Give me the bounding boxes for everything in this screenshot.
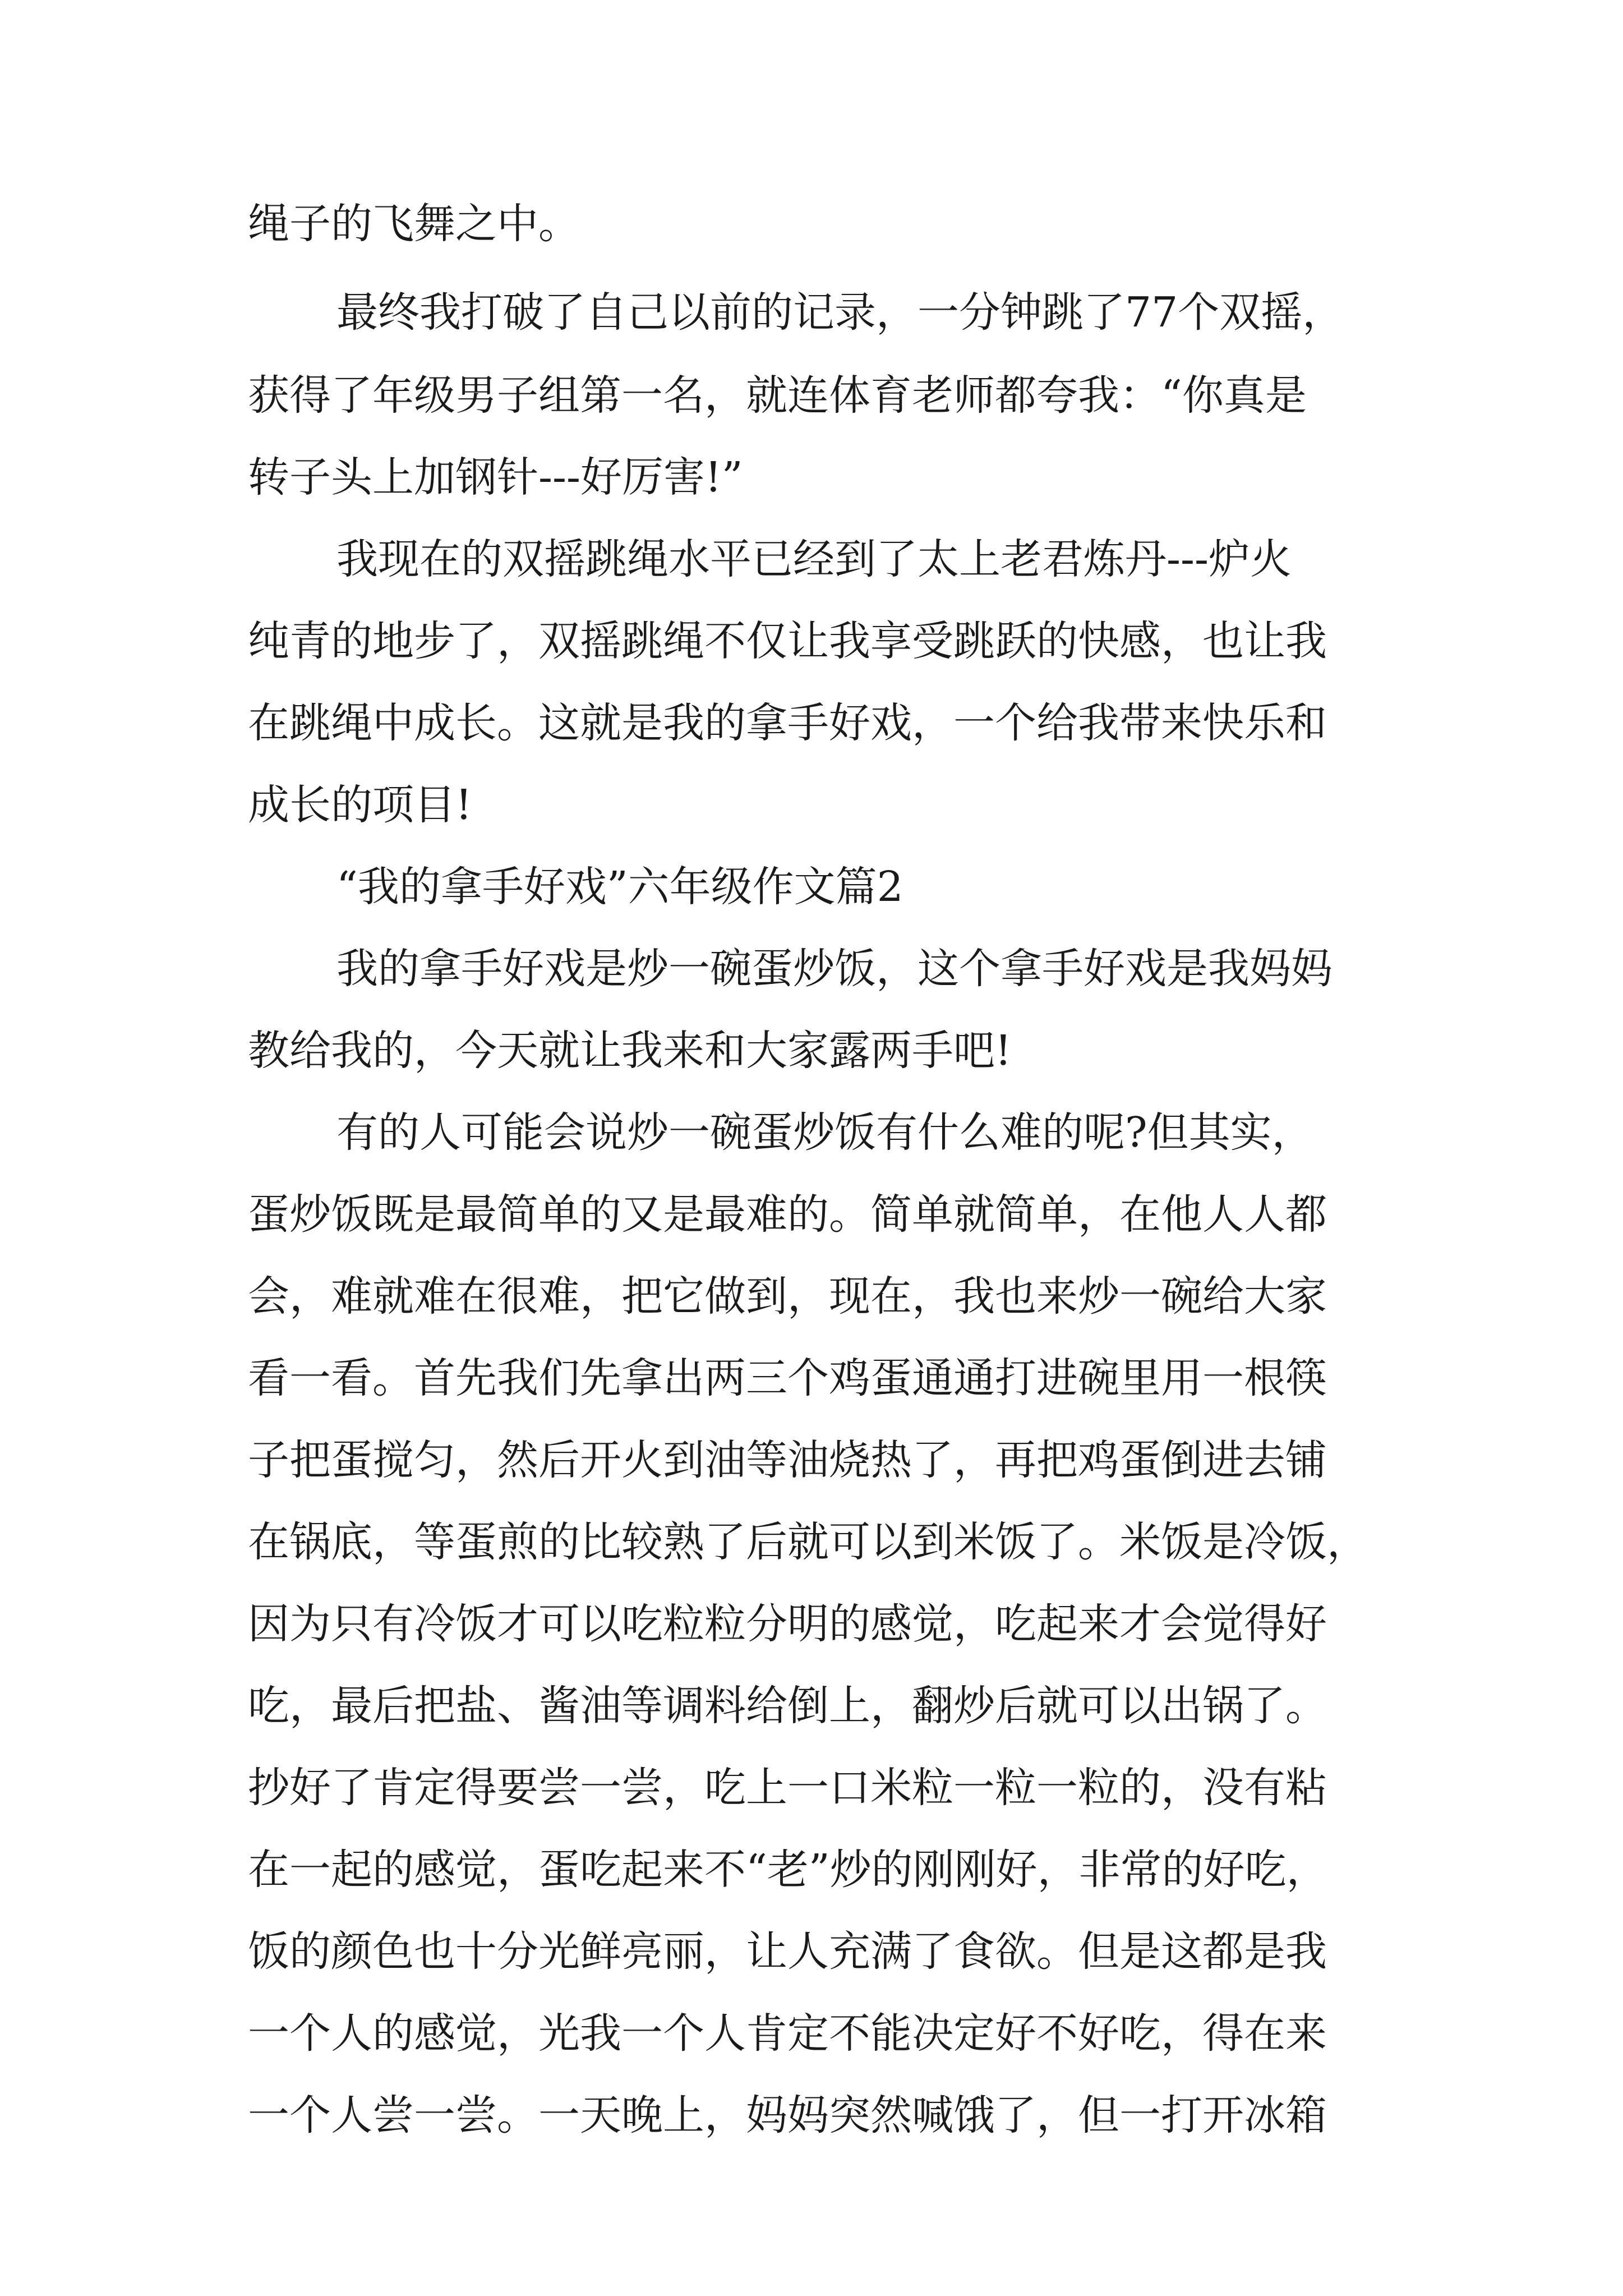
text-line: 蛋炒饭既是最简单的又是最难的。简单就简单，在他人人都: [248, 1190, 1327, 1239]
section-heading: “我的拿手好戏”六年级作文篇2: [336, 863, 903, 911]
paragraph-start: 我的拿手好戏是炒一碗蛋炒饭，这个拿手好戏是我妈妈: [336, 945, 1332, 993]
text-line: 因为只有冷饭才可以吃粒粒分明的感觉，吃起来才会觉得好: [248, 1600, 1327, 1648]
text-line: 抄好了肯定得要尝一尝，吃上一口米粒一粒一粒的，没有粘: [248, 1764, 1327, 1812]
text-line: 看一看。首先我们先拿出两三个鸡蛋通通打进碗里用一根筷: [248, 1354, 1327, 1402]
text-line: 在锅底，等蛋煎的比较熟了后就可以到米饭了。米饭是冷饭，: [248, 1518, 1368, 1566]
paragraph-start: 我现在的双摇跳绳水平已经到了太上老君炼丹---炉火: [336, 535, 1292, 583]
paragraph-start: 有的人可能会说炒一碗蛋炒饭有什么难的呢?但其实，: [336, 1108, 1313, 1157]
text-line: 一个人的感觉，光我一个人肯定不能决定好不好吃，得在来: [248, 2009, 1327, 2058]
text-line: 会，难就难在很难，把它做到，现在，我也来炒一碗给大家: [248, 1272, 1327, 1320]
text-line: 转子头上加钢针---好厉害!”: [248, 453, 743, 501]
text-line: 子把蛋搅匀，然后开火到油等油烧热了，再把鸡蛋倒进去铺: [248, 1436, 1327, 1484]
text-line: 教给我的，今天就让我来和大家露两手吧!: [248, 1027, 1012, 1075]
text-line: 获得了年级男子组第一名，就连体育老师都夸我：“你真是: [248, 371, 1307, 420]
text-line: 在跳绳中成长。这就是我的拿手好戏，一个给我带来快乐和: [248, 699, 1327, 747]
text-line: 一个人尝一尝。一天晚上，妈妈突然喊饿了，但一打开冰箱: [248, 2091, 1327, 2139]
paragraph-start: 最终我打破了自己以前的记录，一分钟跳了77个双摇，: [336, 288, 1344, 337]
text-line: 吃，最后把盐、酱油等调料给倒上，翻炒后就可以出锅了。: [248, 1682, 1327, 1730]
text-line: 纯青的地步了，双摇跳绳不仅让我享受跳跃的快感，也让我: [248, 617, 1327, 665]
text-line: 成长的项目!: [248, 781, 472, 829]
text-line: 在一起的感觉，蛋吃起来不“老”炒的刚刚好，非常的好吃，: [248, 1846, 1328, 1894]
text-line: 绳子的飞舞之中。: [248, 200, 580, 248]
text-line: 饭的颜色也十分光鲜亮丽，让人充满了食欲。但是这都是我: [248, 1927, 1327, 1976]
